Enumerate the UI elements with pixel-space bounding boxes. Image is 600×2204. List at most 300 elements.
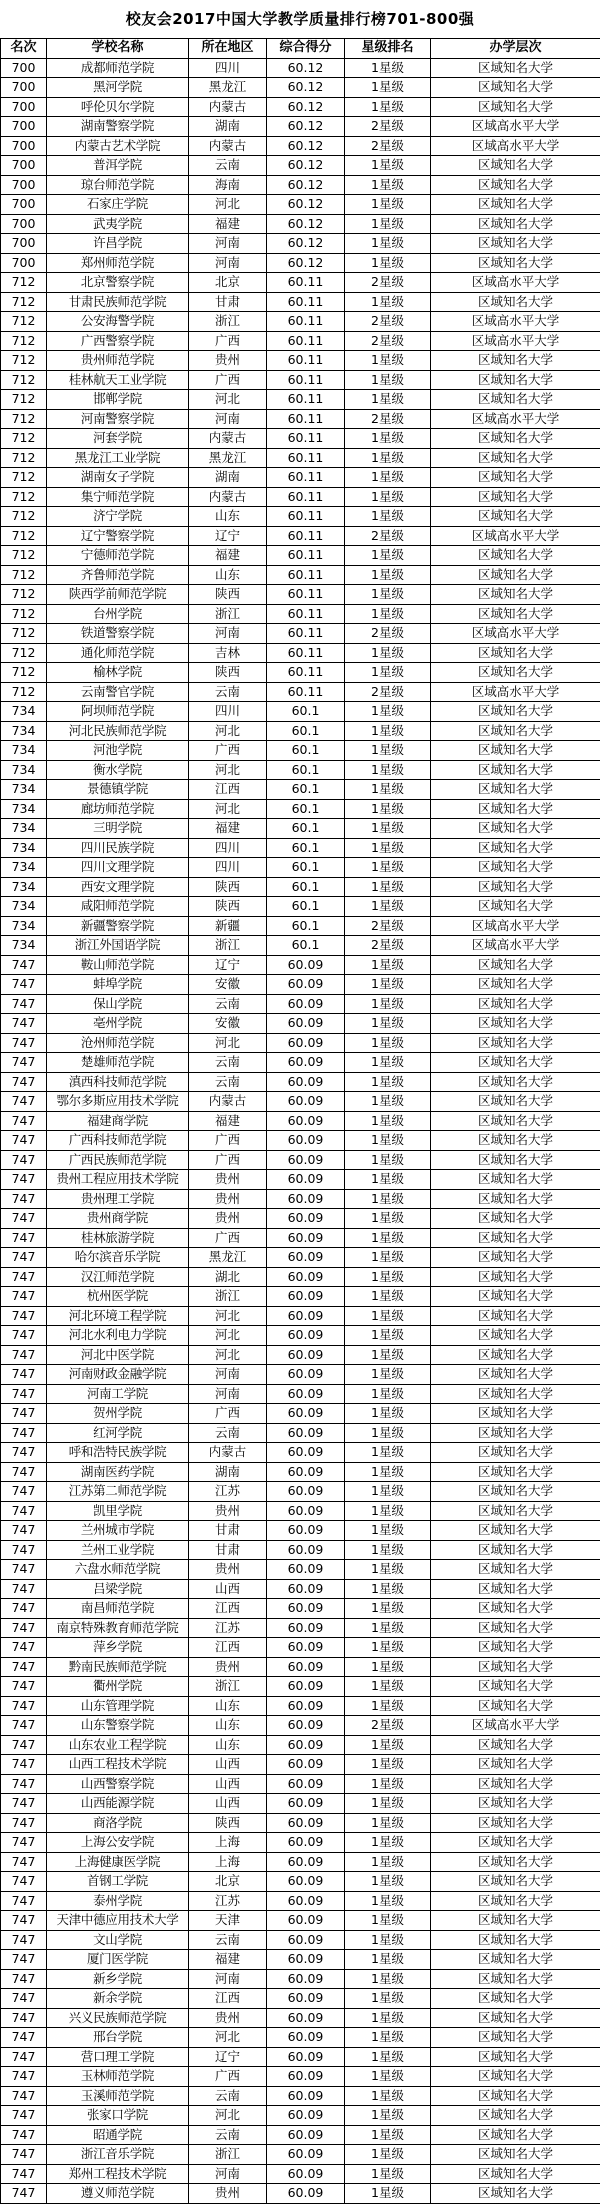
star-rank-cell: 1星级 xyxy=(345,1287,431,1307)
table-row xyxy=(1,1540,600,1560)
level-cell: 区域知名大学 xyxy=(431,780,600,800)
region-cell: 云南 xyxy=(189,1930,267,1950)
score-cell: 60.09 xyxy=(267,1911,345,1931)
table-row xyxy=(1,604,600,624)
region-cell: 河北 xyxy=(189,1033,267,1053)
score-cell: 60.1 xyxy=(267,877,345,897)
star-rank-cell: 1星级 xyxy=(345,565,431,585)
level-cell: 区域知名大学 xyxy=(431,994,600,1014)
region-cell: 山西 xyxy=(189,1794,267,1814)
school-name-cell: 河北中医学院 xyxy=(47,1345,189,1365)
rank-cell: 734 xyxy=(1,838,47,858)
school-name-cell: 廊坊师范学院 xyxy=(47,799,189,819)
rank-cell: 734 xyxy=(1,897,47,917)
school-name-cell: 琼台师范学院 xyxy=(47,175,189,195)
region-cell: 内蒙古 xyxy=(189,136,267,156)
school-name-cell: 杭州医学院 xyxy=(47,1287,189,1307)
score-cell: 60.09 xyxy=(267,1657,345,1677)
score-cell: 60.09 xyxy=(267,2106,345,2126)
region-cell: 广西 xyxy=(189,1150,267,1170)
table-row xyxy=(1,351,600,371)
region-cell: 山西 xyxy=(189,1755,267,1775)
score-cell: 60.12 xyxy=(267,175,345,195)
school-name-cell: 四川文理学院 xyxy=(47,858,189,878)
rank-cell: 712 xyxy=(1,643,47,663)
star-rank-cell: 1星级 xyxy=(345,1813,431,1833)
school-name-cell: 南昌师范学院 xyxy=(47,1599,189,1619)
score-cell: 60.09 xyxy=(267,1521,345,1541)
rank-cell: 712 xyxy=(1,468,47,488)
table-row xyxy=(1,1696,600,1716)
score-cell: 60.09 xyxy=(267,2086,345,2106)
star-rank-cell: 1星级 xyxy=(345,1462,431,1482)
star-rank-cell: 1星级 xyxy=(345,2184,431,2204)
star-rank-cell: 1星级 xyxy=(345,390,431,410)
level-cell: 区域知名大学 xyxy=(431,1365,600,1385)
school-name-cell: 湖南医药学院 xyxy=(47,1462,189,1482)
star-rank-cell: 1星级 xyxy=(345,2145,431,2165)
table-row xyxy=(1,1774,600,1794)
level-cell: 区域知名大学 xyxy=(431,1638,600,1658)
school-name-cell: 山西能源学院 xyxy=(47,1794,189,1814)
table-body xyxy=(1,58,600,2203)
table-row xyxy=(1,1521,600,1541)
region-cell: 内蒙古 xyxy=(189,487,267,507)
level-cell: 区域知名大学 xyxy=(431,897,600,917)
score-cell: 60.11 xyxy=(267,448,345,468)
star-rank-cell: 2星级 xyxy=(345,331,431,351)
school-name-cell: 贵州商学院 xyxy=(47,1209,189,1229)
level-cell: 区域知名大学 xyxy=(431,1014,600,1034)
score-cell: 60.12 xyxy=(267,253,345,273)
score-cell: 60.09 xyxy=(267,1813,345,1833)
score-cell: 60.09 xyxy=(267,1852,345,1872)
star-rank-cell: 1星级 xyxy=(345,1735,431,1755)
star-rank-cell: 1星级 xyxy=(345,1560,431,1580)
level-cell: 区域知名大学 xyxy=(431,1560,600,1580)
school-name-cell: 齐鲁师范学院 xyxy=(47,565,189,585)
score-cell: 60.09 xyxy=(267,1989,345,2009)
table-row xyxy=(1,507,600,527)
level-cell: 区域知名大学 xyxy=(431,1033,600,1053)
star-rank-cell: 1星级 xyxy=(345,1677,431,1697)
rank-cell: 734 xyxy=(1,799,47,819)
star-rank-cell: 1星级 xyxy=(345,1521,431,1541)
table-row xyxy=(1,1755,600,1775)
table-row xyxy=(1,565,600,585)
rank-cell: 747 xyxy=(1,1326,47,1346)
score-cell: 60.12 xyxy=(267,195,345,215)
score-cell: 60.09 xyxy=(267,1930,345,1950)
level-cell: 区域知名大学 xyxy=(431,858,600,878)
score-cell: 60.09 xyxy=(267,1462,345,1482)
school-name-cell: 红河学院 xyxy=(47,1423,189,1443)
rank-cell: 747 xyxy=(1,1579,47,1599)
level-cell: 区域知名大学 xyxy=(431,292,600,312)
table-row xyxy=(1,253,600,273)
table-row xyxy=(1,1326,600,1346)
region-cell: 江苏 xyxy=(189,1618,267,1638)
school-name-cell: 衢州学院 xyxy=(47,1677,189,1697)
score-cell: 60.1 xyxy=(267,799,345,819)
table-row xyxy=(1,1482,600,1502)
school-name-cell: 贵州师范学院 xyxy=(47,351,189,371)
score-cell: 60.09 xyxy=(267,2145,345,2165)
level-cell: 区域知名大学 xyxy=(431,234,600,254)
school-name-cell: 黑河学院 xyxy=(47,78,189,98)
region-cell: 内蒙古 xyxy=(189,429,267,449)
score-cell: 60.1 xyxy=(267,741,345,761)
star-rank-cell: 1星级 xyxy=(345,994,431,1014)
level-cell: 区域高水平大学 xyxy=(431,916,600,936)
region-cell: 新疆 xyxy=(189,916,267,936)
table-row xyxy=(1,1267,600,1287)
table-row xyxy=(1,741,600,761)
level-cell: 区域知名大学 xyxy=(431,1950,600,1970)
rank-cell: 747 xyxy=(1,1267,47,1287)
level-cell: 区域高水平大学 xyxy=(431,331,600,351)
region-cell: 河南 xyxy=(189,1384,267,1404)
score-cell: 60.09 xyxy=(267,1092,345,1112)
table-row xyxy=(1,1053,600,1073)
school-name-cell: 成都师范学院 xyxy=(47,58,189,78)
table-row xyxy=(1,1618,600,1638)
region-cell: 云南 xyxy=(189,2086,267,2106)
region-cell: 贵州 xyxy=(189,1189,267,1209)
region-cell: 河北 xyxy=(189,799,267,819)
table-row xyxy=(1,1423,600,1443)
star-rank-cell: 1星级 xyxy=(345,702,431,722)
level-cell: 区域知名大学 xyxy=(431,468,600,488)
level-cell: 区域知名大学 xyxy=(431,1735,600,1755)
level-cell: 区域知名大学 xyxy=(431,78,600,98)
level-cell: 区域知名大学 xyxy=(431,1989,600,2009)
rank-cell: 747 xyxy=(1,1755,47,1775)
star-rank-cell: 1星级 xyxy=(345,1657,431,1677)
region-cell: 陕西 xyxy=(189,897,267,917)
rank-cell: 747 xyxy=(1,1111,47,1131)
score-cell: 60.11 xyxy=(267,409,345,429)
score-cell: 60.09 xyxy=(267,1170,345,1190)
rank-cell: 747 xyxy=(1,1462,47,1482)
score-cell: 60.09 xyxy=(267,1306,345,1326)
score-cell: 60.09 xyxy=(267,1677,345,1697)
school-name-cell: 浙江音乐学院 xyxy=(47,2145,189,2165)
star-rank-cell: 1星级 xyxy=(345,195,431,215)
level-cell: 区域知名大学 xyxy=(431,175,600,195)
rank-cell: 747 xyxy=(1,1560,47,1580)
level-cell: 区域知名大学 xyxy=(431,156,600,176)
score-cell: 60.09 xyxy=(267,1131,345,1151)
table-row xyxy=(1,1872,600,1892)
star-rank-cell: 2星级 xyxy=(345,624,431,644)
school-name-cell: 汉江师范学院 xyxy=(47,1267,189,1287)
table-row xyxy=(1,877,600,897)
rank-cell: 747 xyxy=(1,2184,47,2204)
score-cell: 60.09 xyxy=(267,1872,345,1892)
level-cell: 区域知名大学 xyxy=(431,1053,600,1073)
star-rank-cell: 1星级 xyxy=(345,1384,431,1404)
star-rank-cell: 1星级 xyxy=(345,1833,431,1853)
school-name-cell: 郑州师范学院 xyxy=(47,253,189,273)
rank-cell: 747 xyxy=(1,1521,47,1541)
star-rank-cell: 1星级 xyxy=(345,1618,431,1638)
rank-cell: 712 xyxy=(1,331,47,351)
level-cell: 区域知名大学 xyxy=(431,58,600,78)
score-cell: 60.1 xyxy=(267,838,345,858)
region-cell: 湖南 xyxy=(189,468,267,488)
table-row xyxy=(1,2047,600,2067)
star-rank-cell: 1星级 xyxy=(345,838,431,858)
table-row xyxy=(1,1794,600,1814)
star-rank-cell: 2星级 xyxy=(345,136,431,156)
score-cell: 60.11 xyxy=(267,604,345,624)
level-cell: 区域知名大学 xyxy=(431,351,600,371)
table-row xyxy=(1,1501,600,1521)
score-cell: 60.12 xyxy=(267,117,345,137)
star-rank-cell: 1星级 xyxy=(345,585,431,605)
school-name-cell: 景德镇学院 xyxy=(47,780,189,800)
table-row xyxy=(1,1287,600,1307)
level-cell: 区域高水平大学 xyxy=(431,526,600,546)
school-name-cell: 阿坝师范学院 xyxy=(47,702,189,722)
table-row xyxy=(1,1638,600,1658)
region-cell: 江西 xyxy=(189,1638,267,1658)
star-rank-cell: 1星级 xyxy=(345,1306,431,1326)
region-cell: 云南 xyxy=(189,994,267,1014)
rank-cell: 712 xyxy=(1,409,47,429)
region-cell: 贵州 xyxy=(189,351,267,371)
rank-cell: 747 xyxy=(1,1365,47,1385)
score-cell: 60.09 xyxy=(267,1579,345,1599)
star-rank-cell: 2星级 xyxy=(345,312,431,332)
school-name-cell: 新余学院 xyxy=(47,1989,189,2009)
table-row xyxy=(1,897,600,917)
level-cell: 区域高水平大学 xyxy=(431,136,600,156)
table-row xyxy=(1,1677,600,1697)
star-rank-cell: 1星级 xyxy=(345,2028,431,2048)
score-cell: 60.09 xyxy=(267,1540,345,1560)
region-cell: 贵州 xyxy=(189,1170,267,1190)
score-cell: 60.09 xyxy=(267,1969,345,1989)
region-cell: 上海 xyxy=(189,1852,267,1872)
star-rank-cell: 1星级 xyxy=(345,2067,431,2087)
region-cell: 浙江 xyxy=(189,2145,267,2165)
score-cell: 60.09 xyxy=(267,1638,345,1658)
rank-cell: 747 xyxy=(1,2164,47,2184)
rank-cell: 747 xyxy=(1,1677,47,1697)
score-cell: 60.1 xyxy=(267,702,345,722)
rank-cell: 747 xyxy=(1,1618,47,1638)
rank-cell: 747 xyxy=(1,2047,47,2067)
table-row xyxy=(1,936,600,956)
rank-cell: 747 xyxy=(1,1852,47,1872)
score-cell: 60.09 xyxy=(267,2184,345,2204)
table-row xyxy=(1,390,600,410)
table-row xyxy=(1,1014,600,1034)
score-cell: 60.09 xyxy=(267,2164,345,2184)
star-rank-cell: 1星级 xyxy=(345,1209,431,1229)
star-rank-cell: 1星级 xyxy=(345,2125,431,2145)
star-rank-cell: 1星级 xyxy=(345,2047,431,2067)
score-cell: 60.11 xyxy=(267,682,345,702)
school-name-cell: 新乡学院 xyxy=(47,1969,189,1989)
table-row xyxy=(1,234,600,254)
level-cell: 区域知名大学 xyxy=(431,604,600,624)
rank-cell: 747 xyxy=(1,955,47,975)
region-cell: 河北 xyxy=(189,390,267,410)
score-cell: 60.09 xyxy=(267,2008,345,2028)
star-rank-cell: 1星级 xyxy=(345,1111,431,1131)
score-cell: 60.11 xyxy=(267,429,345,449)
rank-cell: 747 xyxy=(1,1540,47,1560)
level-cell: 区域知名大学 xyxy=(431,1774,600,1794)
level-cell: 区域知名大学 xyxy=(431,1813,600,1833)
rank-cell: 747 xyxy=(1,1170,47,1190)
table-row xyxy=(1,1579,600,1599)
level-cell: 区域知名大学 xyxy=(431,565,600,585)
school-name-cell: 哈尔滨音乐学院 xyxy=(47,1248,189,1268)
star-rank-cell: 1星级 xyxy=(345,975,431,995)
rank-cell: 747 xyxy=(1,1443,47,1463)
table-row xyxy=(1,1072,600,1092)
school-name-cell: 云南警官学院 xyxy=(47,682,189,702)
rank-cell: 734 xyxy=(1,780,47,800)
school-name-cell: 呼和浩特民族学院 xyxy=(47,1443,189,1463)
table-row xyxy=(1,370,600,390)
star-rank-cell: 2星级 xyxy=(345,526,431,546)
region-cell: 河南 xyxy=(189,624,267,644)
level-cell: 区域知名大学 xyxy=(431,1462,600,1482)
school-name-cell: 广西警察学院 xyxy=(47,331,189,351)
table-row xyxy=(1,2086,600,2106)
star-rank-cell: 1星级 xyxy=(345,1326,431,1346)
table-row xyxy=(1,175,600,195)
table-row xyxy=(1,1950,600,1970)
rank-cell: 747 xyxy=(1,2067,47,2087)
level-cell: 区域知名大学 xyxy=(431,585,600,605)
star-rank-cell: 1星级 xyxy=(345,1423,431,1443)
rank-cell: 700 xyxy=(1,97,47,117)
level-cell: 区域知名大学 xyxy=(431,702,600,722)
score-cell: 60.09 xyxy=(267,1267,345,1287)
score-cell: 60.1 xyxy=(267,819,345,839)
star-rank-cell: 1星级 xyxy=(345,1170,431,1190)
score-cell: 60.09 xyxy=(267,975,345,995)
level-cell: 区域知名大学 xyxy=(431,1540,600,1560)
level-cell: 区域知名大学 xyxy=(431,429,600,449)
star-rank-cell: 1星级 xyxy=(345,877,431,897)
level-cell: 区域知名大学 xyxy=(431,2106,600,2126)
table-row xyxy=(1,2106,600,2126)
region-cell: 河南 xyxy=(189,1365,267,1385)
region-cell: 广西 xyxy=(189,741,267,761)
table-row xyxy=(1,2125,600,2145)
star-rank-cell: 1星级 xyxy=(345,1365,431,1385)
star-rank-cell: 1星级 xyxy=(345,1950,431,1970)
rank-cell: 747 xyxy=(1,1384,47,1404)
rank-cell: 747 xyxy=(1,2028,47,2048)
table-row xyxy=(1,721,600,741)
table-row xyxy=(1,838,600,858)
region-cell: 河北 xyxy=(189,195,267,215)
rank-cell: 734 xyxy=(1,741,47,761)
school-name-cell: 江苏第二师范学院 xyxy=(47,1482,189,1502)
star-rank-cell: 1星级 xyxy=(345,1033,431,1053)
table-row xyxy=(1,1813,600,1833)
table-row xyxy=(1,682,600,702)
rank-cell: 712 xyxy=(1,487,47,507)
table-row xyxy=(1,58,600,78)
school-name-cell: 集宁师范学院 xyxy=(47,487,189,507)
school-name-cell: 山东管理学院 xyxy=(47,1696,189,1716)
rank-cell: 747 xyxy=(1,1228,47,1248)
region-cell: 河北 xyxy=(189,760,267,780)
star-rank-cell: 1星级 xyxy=(345,819,431,839)
region-cell: 河北 xyxy=(189,2028,267,2048)
region-cell: 上海 xyxy=(189,1833,267,1853)
score-cell: 60.09 xyxy=(267,1189,345,1209)
score-cell: 60.11 xyxy=(267,526,345,546)
school-name-cell: 三明学院 xyxy=(47,819,189,839)
rank-cell: 734 xyxy=(1,858,47,878)
star-rank-cell: 2星级 xyxy=(345,273,431,293)
score-cell: 60.1 xyxy=(267,760,345,780)
star-rank-cell: 1星级 xyxy=(345,507,431,527)
rank-cell: 747 xyxy=(1,1735,47,1755)
region-cell: 云南 xyxy=(189,1072,267,1092)
level-cell: 区域高水平大学 xyxy=(431,273,600,293)
star-rank-cell: 1星级 xyxy=(345,760,431,780)
star-rank-cell: 1星级 xyxy=(345,78,431,98)
table-row xyxy=(1,663,600,683)
rank-cell: 712 xyxy=(1,448,47,468)
star-rank-cell: 1星级 xyxy=(345,1248,431,1268)
school-name-cell: 河南财政金融学院 xyxy=(47,1365,189,1385)
rank-cell: 747 xyxy=(1,1599,47,1619)
region-cell: 云南 xyxy=(189,2125,267,2145)
level-cell: 区域知名大学 xyxy=(431,643,600,663)
star-rank-cell: 1星级 xyxy=(345,1774,431,1794)
table-row xyxy=(1,526,600,546)
star-rank-cell: 1星级 xyxy=(345,1638,431,1658)
table-row xyxy=(1,429,600,449)
level-cell: 区域知名大学 xyxy=(431,741,600,761)
score-cell: 60.11 xyxy=(267,390,345,410)
score-cell: 60.09 xyxy=(267,1072,345,1092)
rank-cell: 747 xyxy=(1,1774,47,1794)
rank-cell: 734 xyxy=(1,877,47,897)
table-row xyxy=(1,117,600,137)
table-row xyxy=(1,1092,600,1112)
table-row xyxy=(1,1560,600,1580)
star-rank-cell: 1星级 xyxy=(345,1852,431,1872)
score-cell: 60.09 xyxy=(267,1950,345,1970)
rank-cell: 747 xyxy=(1,1482,47,1502)
region-cell: 河南 xyxy=(189,234,267,254)
rank-cell: 712 xyxy=(1,565,47,585)
level-cell: 区域知名大学 xyxy=(431,1443,600,1463)
table-row xyxy=(1,312,600,332)
region-cell: 安徽 xyxy=(189,975,267,995)
star-rank-cell: 1星级 xyxy=(345,1501,431,1521)
school-name-cell: 浙江外国语学院 xyxy=(47,936,189,956)
star-rank-cell: 1星级 xyxy=(345,1345,431,1365)
region-cell: 山西 xyxy=(189,1579,267,1599)
school-name-cell: 鄂尔多斯应用技术学院 xyxy=(47,1092,189,1112)
rank-cell: 734 xyxy=(1,819,47,839)
region-cell: 湖北 xyxy=(189,1267,267,1287)
